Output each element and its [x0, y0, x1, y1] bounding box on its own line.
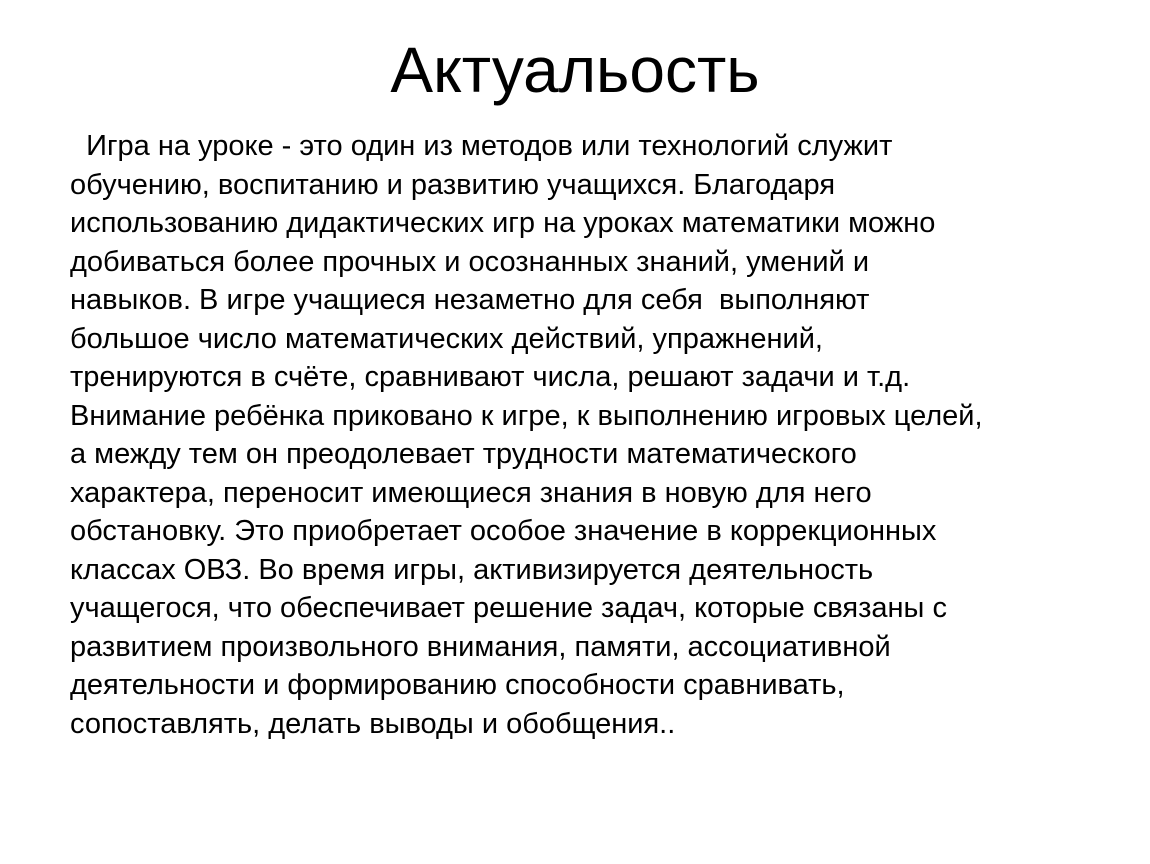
body-line: развитием произвольного внимания, памяти, ассоциативной: [70, 630, 891, 663]
body-line: Внимание ребёнка приковано к игре, к выполнению игровых целей,: [70, 399, 983, 432]
body-line: использованию дидактических игр на уроках математики можно: [70, 207, 936, 239]
slide-body-text: [70, 127, 1110, 743]
body-line: Игра на уроке - это один из методов или технологий служит: [70, 130, 893, 162]
body-line: учащегося, что обеспечивает решение задач, которые связаны с: [70, 592, 947, 624]
body-line: навыков. В игре учащиеся незаметно для себя выполняют: [70, 284, 870, 316]
body-line: а между тем он преодолевает трудности математического: [70, 438, 857, 470]
body-line: характера, переносит имеющиеся знания в новую для него: [70, 476, 872, 509]
slide-title: Актуальость: [390, 34, 760, 106]
body-line: сопоставлять, делать выводы и обобщения..: [70, 707, 676, 740]
body-line: добиваться более прочных и осознанных знаний, умений и: [70, 245, 870, 278]
body-line: тренируются в счёте, сравнивают числа, решают задачи и т.д.: [70, 361, 911, 393]
body-line: деятельности и формированию способности сравнивать,: [70, 669, 845, 701]
body-line: обучению, воспитанию и развитию учащихся. Благодаря: [70, 168, 836, 201]
body-line: классах ОВЗ. Во время игры, активизируется деятельность: [70, 553, 874, 586]
body-line: обстановку. Это приобретает особое значение в коррекционных: [70, 515, 937, 547]
body-line: большое число математических действий, упражнений,: [70, 322, 823, 355]
